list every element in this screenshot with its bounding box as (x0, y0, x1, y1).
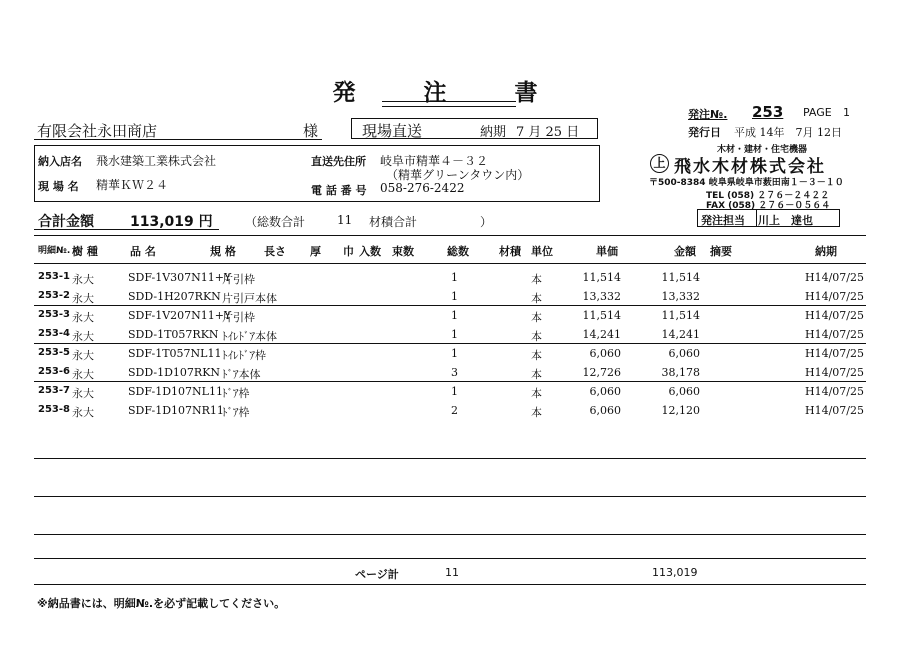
cell-unit: 本 (531, 406, 542, 419)
dest-value: 岐阜市精華４－３２ (380, 154, 489, 168)
cell-due: H14/07/25 (805, 309, 864, 322)
cell-no: 253-2 (38, 290, 70, 301)
company-tel: TEL (058) ２７６－２４２２ (706, 191, 830, 201)
company-logo (650, 153, 669, 173)
site-value: 精華ＫＷ２４ (96, 178, 169, 192)
cell-due: H14/07/25 (805, 366, 864, 379)
order-no-value: 253 (752, 103, 784, 121)
store-label: 納入店名 (38, 155, 82, 168)
table-header-rule (34, 263, 866, 264)
cell-code: SDF-1V207N11+Y (128, 309, 232, 322)
cell-due: H14/07/25 (805, 290, 864, 303)
header-per: 入数 (359, 245, 381, 258)
page-value: 1 (843, 106, 850, 119)
store-value: 飛水建築工業株式会社 (96, 154, 217, 168)
total-amount-label: 合計金額 (38, 214, 94, 230)
cell-amount: 12,120 (661, 404, 700, 417)
cell-due: H14/07/25 (805, 271, 864, 284)
cell-amount: 6,060 (668, 385, 700, 398)
row-separator (34, 534, 866, 535)
cell-no: 253-6 (38, 366, 70, 377)
cell-qty: 1 (451, 347, 458, 360)
phone-value: 058-276-2422 (380, 181, 465, 195)
due-value: 7 月 25 日 (516, 125, 580, 140)
table-row (0, 382, 900, 401)
company-logo-icon: 上 (650, 154, 669, 173)
cell-amount: 14,241 (661, 328, 700, 341)
header-no: 明細№. (38, 246, 71, 256)
contact-label: 発注担当 (701, 214, 745, 227)
table-row (0, 306, 900, 325)
cell-kind: 永大 (72, 387, 94, 400)
header-amount: 金額 (674, 245, 696, 258)
cell-no: 253-7 (38, 385, 70, 396)
site-label: 現 場 名 (38, 180, 79, 193)
cell-unit: 本 (531, 349, 542, 362)
cell-desc: ﾄｲﾚﾄﾞｱ本体 (222, 330, 277, 343)
cell-price: 11,514 (582, 309, 621, 322)
cell-kind: 永大 (72, 349, 94, 362)
row-separator (34, 458, 866, 459)
page-total-amount: 113,019 (652, 566, 698, 579)
cell-unit: 本 (531, 387, 542, 400)
cell-code: SDF-1D107NR11 (128, 404, 224, 417)
page-total-bottom-rule (34, 584, 866, 585)
cell-amount: 6,060 (668, 347, 700, 360)
cell-price: 14,241 (582, 328, 621, 341)
total-volume-label: 材積合計 (369, 215, 418, 229)
header-price: 単価 (596, 245, 618, 258)
header-width: 巾 (343, 245, 354, 258)
header-due: 納期 (815, 245, 837, 258)
cell-code: SDF-1D107NL11 (128, 385, 223, 398)
total-volume-close: ） (480, 215, 493, 229)
cell-unit: 本 (531, 292, 542, 305)
customer-honorific: 様 (303, 122, 319, 140)
dest-label: 直送先住所 (311, 155, 366, 168)
page-label: PAGE (803, 106, 832, 119)
cell-kind: 永大 (72, 330, 94, 343)
cell-no: 253-3 (38, 309, 70, 320)
table-row (0, 287, 900, 306)
customer-underline (34, 139, 322, 140)
page-total-top-rule (34, 558, 866, 559)
cell-price: 11,514 (582, 271, 621, 284)
contact-divider (756, 209, 757, 227)
header-length: 長さ (264, 245, 286, 258)
header-memo: 摘要 (710, 245, 732, 258)
company-name: 飛水木材株式会社 (674, 157, 826, 177)
cell-kind: 永大 (72, 292, 94, 305)
header-product: 品 名 (130, 245, 156, 258)
cell-code: SDD-1T057RKN (128, 328, 219, 341)
cell-desc: ﾄｲﾚﾄﾞｱ枠 (222, 349, 266, 362)
phone-label: 電 話 番 号 (311, 184, 367, 197)
cell-amount: 11,514 (661, 309, 700, 322)
header-spec: 規 格 (210, 245, 236, 258)
cell-code: SDF-1T057NL11 (128, 347, 222, 360)
cell-no: 253-8 (38, 404, 70, 415)
document-title: 発 注 書 (332, 80, 568, 106)
cell-desc: 片引枠 (222, 311, 255, 324)
cell-kind: 永大 (72, 406, 94, 419)
contact-box (697, 209, 840, 227)
cell-kind: 永大 (72, 368, 94, 381)
customer-name: 有限会社永田商店 (37, 122, 158, 140)
direct-delivery-label: 現場直送 (362, 122, 423, 140)
cell-kind: 永大 (72, 311, 94, 324)
table-header (0, 243, 900, 259)
due-label: 納期 (480, 125, 507, 140)
cell-desc: ﾄﾞｱ枠 (222, 387, 250, 400)
page-total-qty: 11 (445, 566, 459, 579)
cell-kind: 永大 (72, 273, 94, 286)
row-separator (34, 496, 866, 497)
page-total-label: ページ計 (355, 568, 399, 581)
cell-price: 6,060 (589, 347, 621, 360)
cell-qty: 3 (451, 366, 458, 379)
company-tagline: 木材・建材・住宅機器 (717, 145, 808, 155)
company-address: 〒500-8384 岐阜県岐阜市薮田南１－３－１０ (649, 178, 844, 188)
cell-qty: 2 (451, 404, 458, 417)
footnote: ※納品書には、明細№.を必ず記載してください。 (37, 597, 286, 610)
cell-unit: 本 (531, 368, 542, 381)
header-kind: 樹 種 (72, 245, 98, 258)
cell-due: H14/07/25 (805, 385, 864, 398)
cell-amount: 38,178 (661, 366, 700, 379)
cell-unit: 本 (531, 330, 542, 343)
cell-qty: 1 (451, 385, 458, 398)
table-row (0, 363, 900, 382)
header-unit: 単位 (531, 245, 553, 258)
cell-code: SDD-1H207RKN (128, 290, 221, 303)
table-row (0, 401, 900, 420)
cell-qty: 1 (451, 328, 458, 341)
table-row (0, 344, 900, 363)
cell-price: 6,060 (589, 404, 621, 417)
table-row (0, 268, 900, 287)
cell-price: 6,060 (589, 385, 621, 398)
title-underline (382, 101, 516, 107)
cell-desc: ﾄﾞｱ枠 (222, 406, 250, 419)
total-amount-underline (34, 229, 219, 230)
issue-date-label: 発行日 (688, 126, 721, 139)
cell-due: H14/07/25 (805, 347, 864, 360)
cell-price: 12,726 (582, 366, 621, 379)
total-amount-value: 113,019 円 (130, 214, 213, 230)
order-no-label: 発注№. (688, 108, 728, 121)
cell-no: 253-5 (38, 347, 70, 358)
cell-qty: 1 (451, 271, 458, 284)
cell-price: 13,332 (582, 290, 621, 303)
header-qty: 総数 (447, 245, 469, 258)
table-row (0, 325, 900, 344)
header-bundles: 束数 (392, 245, 414, 258)
table-top-rule (34, 235, 866, 236)
cell-due: H14/07/25 (805, 404, 864, 417)
cell-qty: 1 (451, 309, 458, 322)
cell-code: SDF-1V307N11+Y (128, 271, 232, 284)
header-thick: 厚 (310, 245, 321, 258)
cell-amount: 13,332 (661, 290, 700, 303)
cell-desc: 片引枠 (222, 273, 255, 286)
total-qty-label: （総数合計 (245, 215, 306, 229)
cell-no: 253-4 (38, 328, 70, 339)
cell-unit: 本 (531, 311, 542, 324)
header-volume: 材積 (499, 245, 521, 258)
cell-code: SDD-1D107RKN (128, 366, 221, 379)
cell-desc: 片引戸本体 (222, 292, 277, 305)
delivery-box (351, 118, 598, 139)
cell-qty: 1 (451, 290, 458, 303)
cell-desc: ﾄﾞｱ本体 (222, 368, 261, 381)
total-qty-value: 11 (337, 213, 353, 227)
company-fax: FAX (058) ２７６－０５６４ (706, 201, 831, 211)
cell-amount: 11,514 (661, 271, 700, 284)
cell-due: H14/07/25 (805, 328, 864, 341)
cell-no: 253-1 (38, 271, 70, 282)
cell-unit: 本 (531, 273, 542, 286)
issue-date-value: 平成 14年 7月 12日 (734, 126, 842, 139)
dest-sub: （精華グリーンタウン内） (386, 168, 530, 182)
contact-name: 川上 達也 (758, 214, 813, 227)
